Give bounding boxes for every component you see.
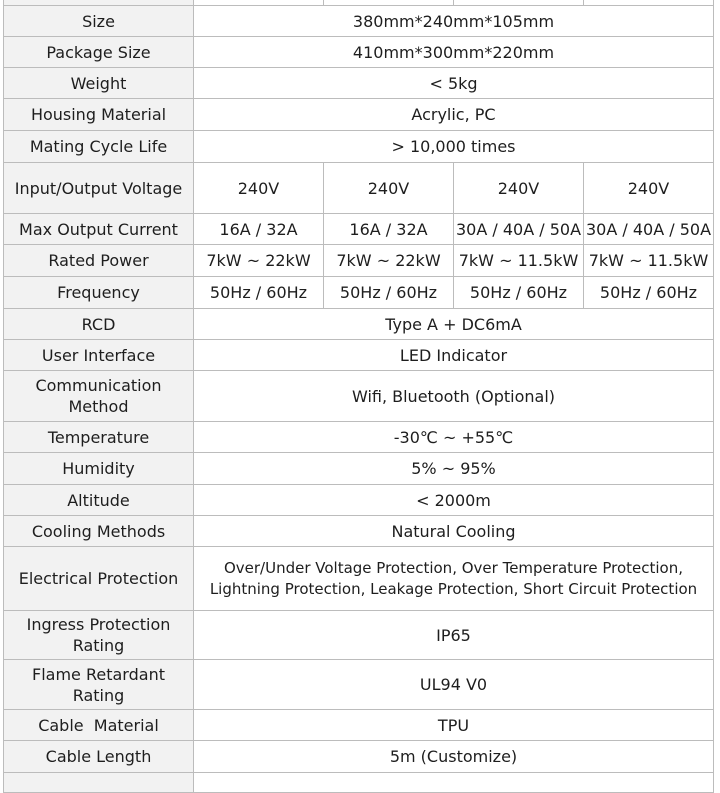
row-label: Frequency — [4, 277, 194, 309]
row-label: Weight — [4, 68, 194, 99]
row-value: -30℃ ~ +55℃ — [194, 422, 714, 453]
row-value: 7kW ~ 11.5kW — [454, 245, 584, 277]
row-value: IP65 — [194, 611, 714, 660]
row-value: < 2000m — [194, 485, 714, 516]
row-label: Mating Cycle Life — [4, 131, 194, 163]
table-row — [4, 309, 714, 340]
table-row — [4, 660, 714, 710]
row-value: Acrylic, PC — [194, 99, 714, 131]
row-label: RCD — [4, 309, 194, 340]
row-value: 240V — [324, 163, 454, 214]
row-value: 5m (Customize) — [194, 741, 714, 773]
row-value: 50Hz / 60Hz — [194, 277, 324, 309]
row-label: Temperature — [4, 422, 194, 453]
row-value: 7kW ~ 11.5kW — [584, 245, 714, 277]
row-value: 5% ~ 95% — [194, 453, 714, 485]
table-row — [4, 485, 714, 516]
row-value: 240V — [194, 163, 324, 214]
row-label: Max Output Current — [4, 214, 194, 245]
row-label: Flame Retardant Rating — [4, 660, 194, 710]
row-value: 30A / 40A / 50A — [584, 214, 714, 245]
row-value: Natural Cooling — [194, 516, 714, 547]
row-value: 50Hz / 60Hz — [324, 277, 454, 309]
table-row — [4, 6, 714, 37]
row-label: User Interface — [4, 340, 194, 371]
table-cell — [194, 773, 714, 793]
table-row — [4, 68, 714, 99]
row-label: Rated Power — [4, 245, 194, 277]
table-cell — [4, 773, 194, 793]
table-row — [4, 516, 714, 547]
table-row — [4, 37, 714, 68]
table-row — [4, 741, 714, 773]
row-value: 50Hz / 60Hz — [454, 277, 584, 309]
row-label: Humidity — [4, 453, 194, 485]
row-label: Communication Method — [4, 371, 194, 422]
table-row — [4, 710, 714, 741]
table-row-bottom-partial — [4, 773, 714, 793]
row-label: Size — [4, 6, 194, 37]
table-row — [4, 99, 714, 131]
row-value: TPU — [194, 710, 714, 741]
row-label: Cable Length — [4, 741, 194, 773]
table-row — [4, 340, 714, 371]
row-value: 16A / 32A — [324, 214, 454, 245]
row-value: 240V — [584, 163, 714, 214]
row-value: 240V — [454, 163, 584, 214]
table-row — [4, 422, 714, 453]
row-label: Package Size — [4, 37, 194, 68]
row-value: UL94 V0 — [194, 660, 714, 710]
row-value: < 5kg — [194, 68, 714, 99]
row-label: Ingress Protection Rating — [4, 611, 194, 660]
row-value: 16A / 32A — [194, 214, 324, 245]
row-value: 50Hz / 60Hz — [584, 277, 714, 309]
row-value: 380mm*240mm*105mm — [194, 6, 714, 37]
table-row — [4, 214, 714, 245]
row-value: 7kW ~ 22kW — [324, 245, 454, 277]
row-value: Wifi, Bluetooth (Optional) — [194, 371, 714, 422]
row-value: 30A / 40A / 50A — [454, 214, 584, 245]
table-row — [4, 611, 714, 660]
table-row — [4, 245, 714, 277]
table-row — [4, 163, 714, 214]
row-value: Over/Under Voltage Protection, Over Temperature Protection, Lightning Protection, Leakage Protection, Short Circuit Protection — [194, 547, 714, 611]
table-row — [4, 277, 714, 309]
row-value: LED Indicator — [194, 340, 714, 371]
row-value: > 10,000 times — [194, 131, 714, 163]
row-value: 7kW ~ 22kW — [194, 245, 324, 277]
row-label: Input/Output Voltage — [4, 163, 194, 214]
row-label: Electrical Protection — [4, 547, 194, 611]
row-value: Type A + DC6mA — [194, 309, 714, 340]
table-row — [4, 131, 714, 163]
table-row — [4, 453, 714, 485]
row-label: Cooling Methods — [4, 516, 194, 547]
row-label: Altitude — [4, 485, 194, 516]
spec-table — [3, 0, 714, 793]
row-label: Housing Material — [4, 99, 194, 131]
row-label: Cable Material — [4, 710, 194, 741]
table-row — [4, 371, 714, 422]
table-row — [4, 547, 714, 611]
row-value: 410mm*300mm*220mm — [194, 37, 714, 68]
